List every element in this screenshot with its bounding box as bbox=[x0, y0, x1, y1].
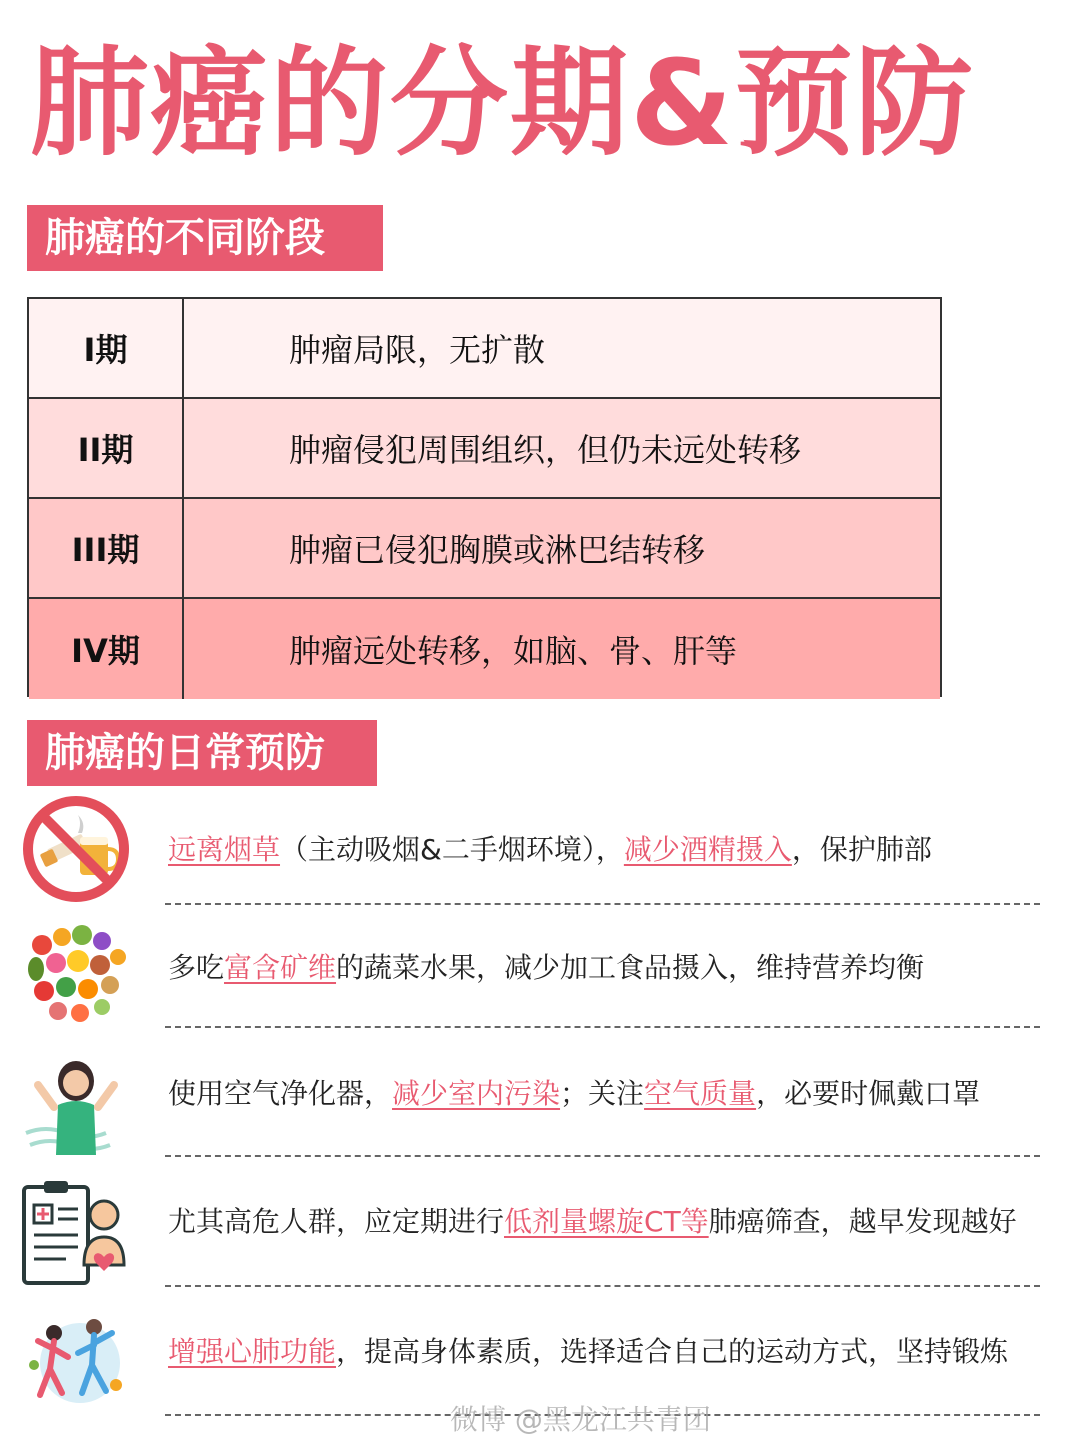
no-smoking-drinking-icon bbox=[20, 793, 132, 905]
highlight-text: 增强心肺功能 bbox=[168, 1335, 337, 1368]
tip-text-segment: 多吃 bbox=[168, 951, 225, 984]
highlight-text: 远离烟草 bbox=[168, 833, 281, 866]
divider bbox=[165, 1155, 1040, 1157]
tip-text-segment: ，必要时佩戴口罩 bbox=[756, 1077, 981, 1110]
fruits-vegetables-icon bbox=[20, 915, 132, 1027]
stage-row bbox=[29, 599, 940, 699]
stage-name: II期 bbox=[29, 399, 184, 497]
stage-row bbox=[29, 499, 940, 599]
watermark: 微博 @黑龙江共青团 bbox=[450, 1403, 711, 1436]
stage-name: IV期 bbox=[29, 599, 184, 699]
highlight-text: 低剂量螺旋CT等 bbox=[504, 1205, 709, 1238]
tip-text bbox=[168, 1074, 980, 1114]
stage-name: I期 bbox=[29, 299, 184, 397]
tip-text-segment: 尤其高危人群，应定期进行 bbox=[168, 1205, 505, 1238]
stage-description: 肿瘤远处转移，如脑、骨、肝等 bbox=[289, 632, 738, 670]
highlight-text: 富含矿维 bbox=[224, 951, 337, 984]
highlight-text: 减少室内污染 bbox=[392, 1077, 561, 1110]
stage-row bbox=[29, 299, 940, 399]
tip-text bbox=[168, 830, 932, 870]
fresh-air-woman-icon bbox=[20, 1045, 132, 1157]
stages-table bbox=[27, 297, 942, 697]
page-title: 肺癌的分期&预防 bbox=[30, 34, 975, 172]
tip-text-segment: 肺癌筛查，越早发现越好 bbox=[708, 1205, 1017, 1238]
divider bbox=[165, 1285, 1040, 1287]
tip-text-segment: （主动吸烟&二手烟环境）， bbox=[280, 833, 624, 866]
stage-description: 肿瘤已侵犯胸膜或淋巴结转移 bbox=[289, 531, 706, 569]
tip-text-segment: 使用空气净化器， bbox=[168, 1077, 393, 1110]
stage-description: 肿瘤局限，无扩散 bbox=[289, 331, 546, 369]
exercise-people-icon bbox=[20, 1305, 132, 1417]
tip-text-segment: 的蔬菜水果，减少加工食品摄入，维持营养均衡 bbox=[336, 951, 925, 984]
tip-text-segment: ；关注 bbox=[560, 1077, 645, 1110]
stage-row bbox=[29, 399, 940, 499]
highlight-text: 减少酒精摄入 bbox=[623, 833, 792, 866]
divider bbox=[165, 903, 1040, 905]
tip-text bbox=[168, 948, 924, 988]
tip-text bbox=[168, 1202, 1017, 1242]
stage-name: III期 bbox=[29, 499, 184, 597]
tip-text-segment: ，提高身体素质，选择适合自己的运动方式，坚持锻炼 bbox=[336, 1335, 1009, 1368]
stage-description: 肿瘤侵犯周围组织，但仍未远处转移 bbox=[289, 431, 802, 469]
divider bbox=[165, 1026, 1040, 1028]
highlight-text: 空气质量 bbox=[644, 1077, 757, 1110]
tip-text bbox=[168, 1332, 1008, 1372]
medical-checkup-icon bbox=[20, 1175, 132, 1287]
tip-text-segment: ，保护肺部 bbox=[791, 833, 932, 866]
section-heading-stages: 肺癌的不同阶段 bbox=[27, 205, 383, 271]
section-heading-prevention: 肺癌的日常预防 bbox=[27, 720, 377, 786]
